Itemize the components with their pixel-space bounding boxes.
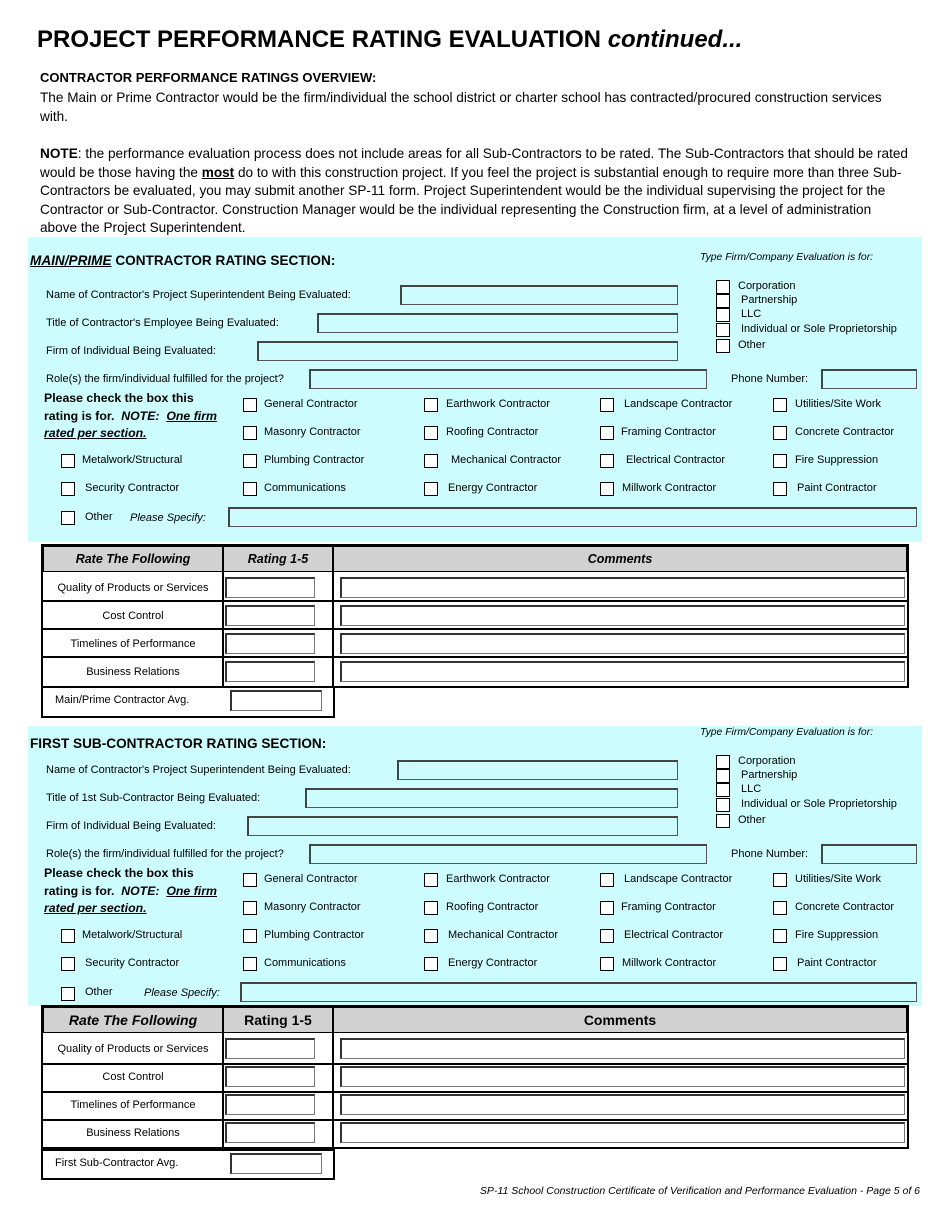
- row-divider: [41, 656, 909, 658]
- contractor-type-label: Paint Contractor: [797, 482, 877, 494]
- contractor-type-label: Roofing Contractor: [446, 901, 539, 913]
- rating-input[interactable]: [225, 661, 315, 682]
- table-header-comments: Comments: [333, 1007, 907, 1033]
- contractor-type-label: General Contractor: [264, 398, 358, 410]
- please-specify-label: Please Specify:: [130, 512, 206, 524]
- firm-type-label: Other: [738, 814, 766, 826]
- contractor-type-checkbox[interactable]: [243, 929, 257, 943]
- contractor-type-label: Security Contractor: [85, 482, 180, 494]
- contractor-type-checkbox[interactable]: [600, 426, 614, 440]
- comment-input[interactable]: [340, 577, 905, 598]
- comment-input[interactable]: [340, 1038, 905, 1059]
- contractor-type-checkbox[interactable]: [61, 957, 75, 971]
- row-divider: [41, 628, 909, 630]
- superintendent-name-field[interactable]: [400, 285, 678, 305]
- role-label: Role(s) the firm/individual fulfilled for the project?: [46, 373, 284, 385]
- phone-field[interactable]: [821, 844, 917, 864]
- contractor-type-label: General Contractor: [264, 873, 358, 885]
- title-label: Title of Contractor's Employee Being Evaluated:: [46, 317, 279, 329]
- contractor-type-label: Concrete Contractor: [795, 426, 895, 438]
- role-field[interactable]: [309, 369, 707, 389]
- rating-input[interactable]: [225, 605, 315, 626]
- contractor-type-checkbox[interactable]: [424, 482, 438, 496]
- overview-heading: CONTRACTOR PERFORMANCE RATINGS OVERVIEW:: [40, 70, 377, 85]
- contractor-type-checkbox[interactable]: [773, 929, 787, 943]
- contractor-type-label: Plumbing Contractor: [264, 929, 365, 941]
- row-divider: [41, 600, 909, 602]
- contractor-type-label: Utilities/Site Work: [795, 873, 881, 885]
- contractor-type-checkbox[interactable]: [243, 426, 257, 440]
- contractor-type-label: Energy Contractor: [448, 482, 538, 494]
- rating-input[interactable]: [225, 1066, 315, 1087]
- contractor-type-label: Framing Contractor: [621, 426, 716, 438]
- sub-avg-input[interactable]: [230, 1153, 322, 1174]
- contractor-type-checkbox[interactable]: [424, 426, 438, 440]
- firm-label: Firm of Individual Being Evaluated:: [46, 345, 216, 357]
- rating-input[interactable]: [225, 1122, 315, 1143]
- firm-type-label: Individual or Sole Proprietorship: [741, 798, 897, 810]
- comment-input[interactable]: [340, 605, 905, 626]
- contractor-type-label: Earthwork Contractor: [446, 873, 550, 885]
- comment-input[interactable]: [340, 633, 905, 654]
- firm-type-llc-checkbox[interactable]: [716, 308, 730, 322]
- rating-row-label: Cost Control: [102, 610, 164, 622]
- firm-type-label: LLC: [741, 783, 762, 795]
- firm-type-partnership-checkbox[interactable]: [716, 769, 730, 783]
- firm-type-individual-checkbox[interactable]: [716, 323, 730, 337]
- contractor-type-label: Millwork Contractor: [622, 482, 717, 494]
- rating-row-label: Cost Control: [102, 1071, 164, 1083]
- contractor-type-label: Landscape Contractor: [624, 873, 733, 885]
- firm-type-llc-checkbox[interactable]: [716, 783, 730, 797]
- contractor-type-checkbox[interactable]: [424, 454, 438, 468]
- contractor-type-label: Millwork Contractor: [622, 957, 717, 969]
- rating-input[interactable]: [225, 1094, 315, 1115]
- contractor-type-checkbox[interactable]: [600, 929, 614, 943]
- firm-type-label: LLC: [741, 308, 762, 320]
- phone-label: Phone Number:: [731, 373, 809, 385]
- contractor-type-checkbox[interactable]: [61, 454, 75, 468]
- firm-type-label: Corporation: [738, 280, 796, 292]
- firm-type-label: Partnership: [741, 769, 798, 781]
- contractor-type-checkbox[interactable]: [600, 398, 614, 412]
- rating-input[interactable]: [225, 633, 315, 654]
- table-header-rating: Rating 1-5: [223, 1007, 333, 1033]
- rating-row-label: Business Relations: [86, 1127, 180, 1139]
- contractor-type-checkbox[interactable]: [424, 901, 438, 915]
- firm-type-individual-checkbox[interactable]: [716, 798, 730, 812]
- other-label: Other: [85, 511, 113, 523]
- title-label: Title of 1st Sub-Contractor Being Evaluated:: [46, 792, 261, 804]
- contractor-type-checkbox[interactable]: [773, 482, 787, 496]
- contractor-type-checkbox[interactable]: [600, 482, 614, 496]
- firm-type-corporation-checkbox[interactable]: [716, 280, 730, 294]
- contractor-type-checkbox[interactable]: [773, 454, 787, 468]
- employee-title-field[interactable]: [305, 788, 678, 808]
- firm-type-partnership-checkbox[interactable]: [716, 294, 730, 308]
- contractor-type-label: Fire Suppression: [795, 929, 879, 941]
- phone-label: Phone Number:: [731, 848, 809, 860]
- contractor-type-checkbox[interactable]: [600, 454, 614, 468]
- contractor-type-checkbox[interactable]: [243, 454, 257, 468]
- contractor-type-checkbox[interactable]: [243, 957, 257, 971]
- contractor-type-label: Roofing Contractor: [446, 426, 539, 438]
- main-section-heading: MAIN/PRIME CONTRACTOR RATING SECTION:: [30, 253, 336, 268]
- contractor-type-checkbox[interactable]: [773, 426, 787, 440]
- contractor-type-label: Communications: [264, 482, 346, 494]
- contractor-type-checkbox[interactable]: [773, 957, 787, 971]
- contractor-type-checkbox[interactable]: [600, 957, 614, 971]
- comment-input[interactable]: [340, 1094, 905, 1115]
- firm-name-field[interactable]: [247, 816, 678, 836]
- contractor-type-checkbox[interactable]: [424, 957, 438, 971]
- firm-label: Firm of Individual Being Evaluated:: [46, 820, 216, 832]
- role-field[interactable]: [309, 844, 707, 864]
- row-divider: [41, 1119, 909, 1121]
- contractor-type-label: Metalwork/Structural: [82, 454, 183, 466]
- firm-type-label: Individual or Sole Proprietorship: [741, 323, 897, 335]
- other-specify-field[interactable]: [228, 507, 917, 527]
- page-footer: SP-11 School Construction Certificate of Verification and Performance Evaluation - Page 5 of 6: [479, 1185, 920, 1197]
- contractor-type-checkbox[interactable]: [773, 398, 787, 412]
- contractor-type-checkbox[interactable]: [424, 398, 438, 412]
- table-header-rate: Rate The Following: [43, 546, 223, 572]
- contractor-type-other-checkbox[interactable]: [61, 511, 75, 525]
- page-title: PROJECT PERFORMANCE RATING EVALUATION continued...: [37, 26, 743, 53]
- contractor-type-checkbox[interactable]: [773, 901, 787, 915]
- rating-row-label: Business Relations: [86, 666, 180, 678]
- contractor-type-checkbox[interactable]: [243, 901, 257, 915]
- row-divider: [41, 1091, 909, 1093]
- rating-row-label: Quality of Products or Services: [57, 1043, 209, 1055]
- contractor-type-checkbox[interactable]: [61, 482, 75, 496]
- contractor-type-checkbox[interactable]: [424, 929, 438, 943]
- contractor-type-checkbox[interactable]: [773, 873, 787, 887]
- contractor-type-label: Mechanical Contractor: [451, 454, 562, 466]
- contractor-type-checkbox[interactable]: [243, 873, 257, 887]
- sub-section-heading: FIRST SUB-CONTRACTOR RATING SECTION:: [30, 736, 327, 751]
- comment-input[interactable]: [340, 1066, 905, 1087]
- firm-type-other-checkbox[interactable]: [716, 814, 730, 828]
- contractor-type-label: Concrete Contractor: [795, 901, 895, 913]
- contractor-type-label: Landscape Contractor: [624, 398, 733, 410]
- firm-type-label: Corporation: [738, 755, 796, 767]
- contractor-type-label: Fire Suppression: [795, 454, 879, 466]
- other-specify-field[interactable]: [240, 982, 917, 1002]
- contractor-type-label: Metalwork/Structural: [82, 929, 183, 941]
- rating-row-label: Timelines of Performance: [70, 638, 196, 650]
- superintendent-label: Name of Contractor's Project Superintendent Being Evaluated:: [46, 289, 351, 301]
- note-paragraph: NOTE: the performance evaluation process does not include areas for all Sub-Contractors to be rated. The Sub-Contractors that should be rated would be those having the most do to with this construction project. If you feel the project is substantial enough to require more than three Sub-Contractors be evaluated, you may submit another SP-11 form. Project Superintendent would be the individual supervising the project for the Contractor or Sub-Contractor. Construction Manager would be the individual representing the Construction firm, at a level of administration above the Project Superintendent.: [40, 146, 908, 235]
- table-header-rate: Rate The Following: [43, 1007, 223, 1033]
- contractor-type-label: Energy Contractor: [448, 957, 538, 969]
- phone-field[interactable]: [821, 369, 917, 389]
- contractor-type-label: Paint Contractor: [797, 957, 877, 969]
- other-label: Other: [85, 986, 113, 998]
- contractor-type-label: Electrical Contractor: [626, 454, 726, 466]
- contractor-type-label: Framing Contractor: [621, 901, 716, 913]
- superintendent-label: Name of Contractor's Project Superintendent Being Evaluated:: [46, 764, 351, 776]
- contractor-type-checkbox[interactable]: [243, 398, 257, 412]
- contractor-type-checkbox[interactable]: [424, 873, 438, 887]
- firm-type-label: Other: [738, 339, 766, 351]
- row-divider: [41, 1063, 909, 1065]
- contractor-type-label: Electrical Contractor: [624, 929, 724, 941]
- overview-text: The Main or Prime Contractor would be the firm/individual the school district or charter school has contracted/procured construction services with.: [40, 90, 882, 124]
- superintendent-name-field[interactable]: [397, 760, 678, 780]
- contractor-type-label: Masonry Contractor: [264, 426, 361, 438]
- type-firm-heading: Type Firm/Company Evaluation is for:: [700, 252, 874, 263]
- contractor-type-checkbox[interactable]: [61, 929, 75, 943]
- employee-title-field[interactable]: [317, 313, 678, 333]
- type-firm-heading: Type Firm/Company Evaluation is for:: [700, 727, 874, 738]
- contractor-type-label: Security Contractor: [85, 957, 180, 969]
- comment-input[interactable]: [340, 1122, 905, 1143]
- check-instructions: Please check the box this rating is for. NOTE: One firm rated per section.: [44, 391, 217, 440]
- firm-type-label: Partnership: [741, 294, 798, 306]
- rating-input[interactable]: [225, 1038, 315, 1059]
- contractor-type-other-checkbox[interactable]: [61, 987, 75, 1001]
- contractor-type-label: Utilities/Site Work: [795, 398, 881, 410]
- firm-name-field[interactable]: [257, 341, 678, 361]
- main-avg-label: Main/Prime Contractor Avg.: [55, 694, 190, 706]
- contractor-type-checkbox[interactable]: [600, 873, 614, 887]
- contractor-type-label: Plumbing Contractor: [264, 454, 365, 466]
- rating-row-label: Quality of Products or Services: [57, 582, 209, 594]
- firm-type-corporation-checkbox[interactable]: [716, 755, 730, 769]
- contractor-type-checkbox[interactable]: [243, 482, 257, 496]
- table-header-rating: Rating 1-5: [223, 546, 333, 572]
- rating-input[interactable]: [225, 577, 315, 598]
- role-label: Role(s) the firm/individual fulfilled for the project?: [46, 848, 284, 860]
- table-header-comments: Comments: [333, 546, 907, 572]
- main-avg-input[interactable]: [230, 690, 322, 711]
- firm-type-other-checkbox[interactable]: [716, 339, 730, 353]
- contractor-type-label: Earthwork Contractor: [446, 398, 550, 410]
- contractor-type-label: Mechanical Contractor: [448, 929, 559, 941]
- contractor-type-label: Masonry Contractor: [264, 901, 361, 913]
- rating-row-label: Timelines of Performance: [70, 1099, 196, 1111]
- check-instructions: Please check the box this rating is for. NOTE: One firm rated per section.: [44, 866, 217, 915]
- table-divider: [332, 572, 334, 688]
- contractor-type-label: Communications: [264, 957, 346, 969]
- comment-input[interactable]: [340, 661, 905, 682]
- sub-avg-label: First Sub-Contractor Avg.: [55, 1157, 179, 1169]
- contractor-type-checkbox[interactable]: [600, 901, 614, 915]
- please-specify-label: Please Specify:: [144, 987, 220, 999]
